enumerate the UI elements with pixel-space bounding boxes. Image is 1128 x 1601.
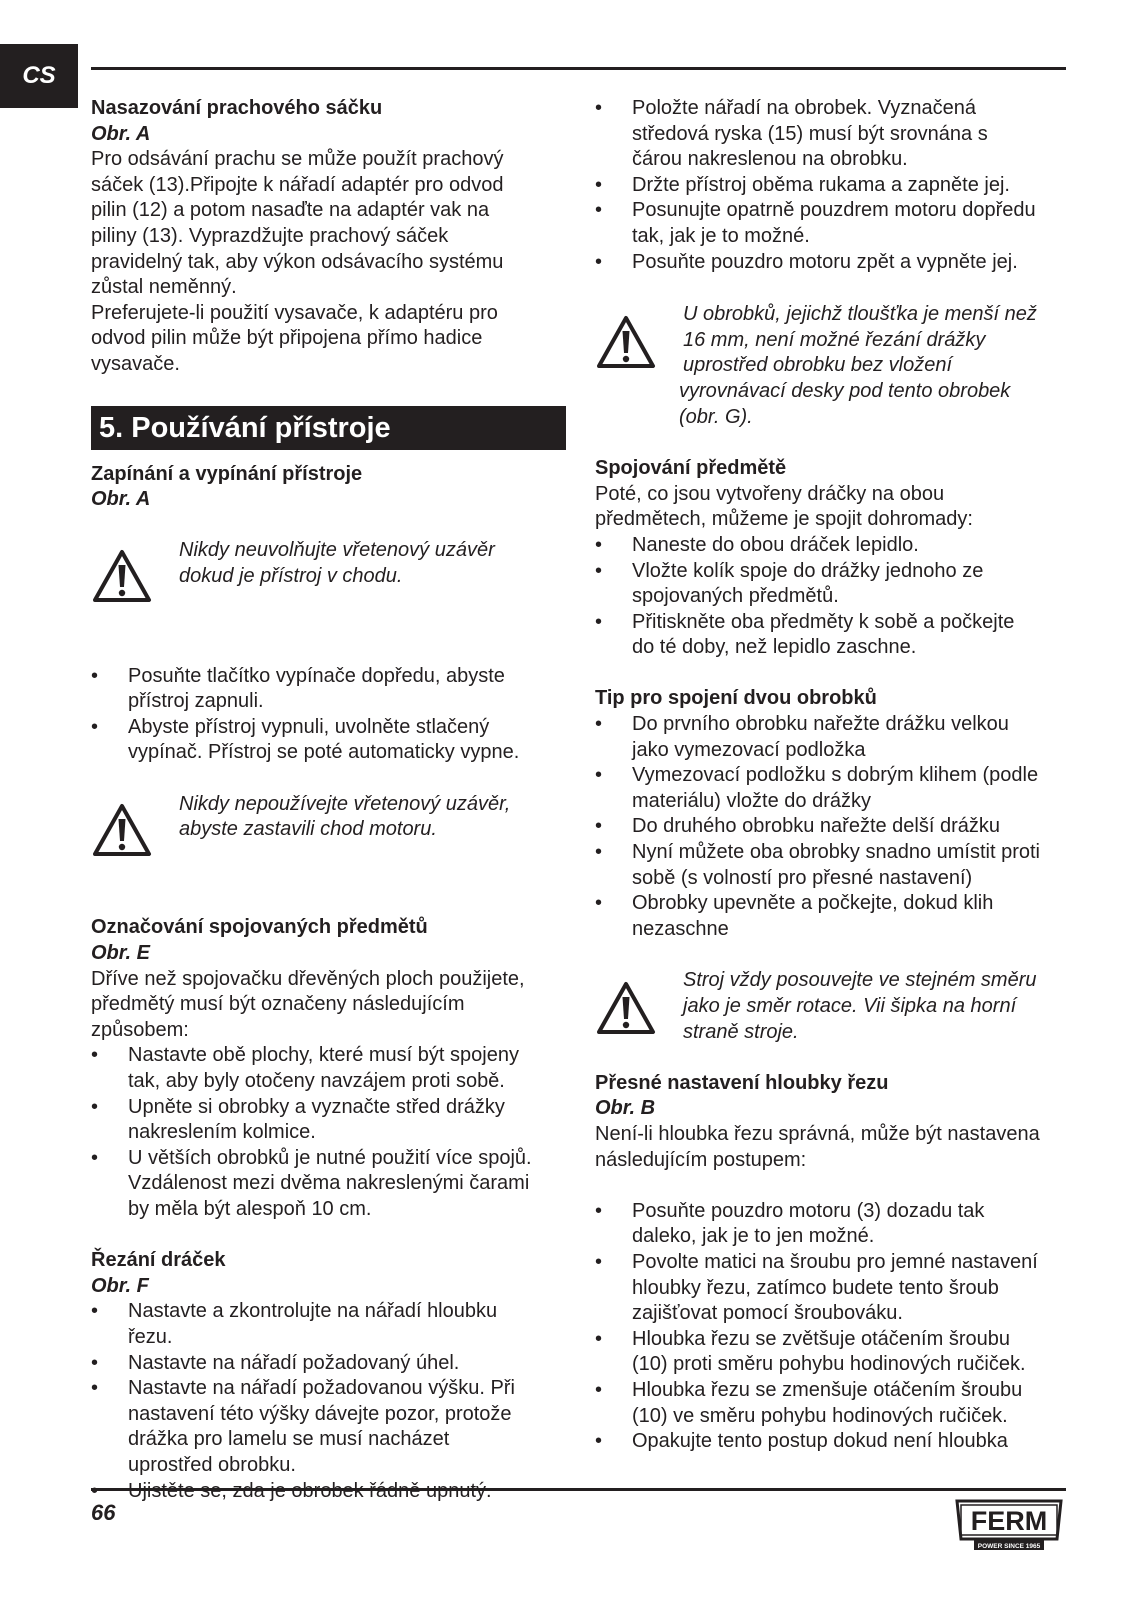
list-item: • Položte nářadí na obrobek. Vyznačená středová ryska (15) musí být srovnána s čárou nakreslenou na obrobku. <box>595 96 1075 173</box>
warning-text-line: Nikdy neuvolňujte vřetenový uzávěr <box>179 539 495 562</box>
dust-bag-figure-ref: Obr. A <box>91 122 151 145</box>
dust-bag-heading: Nasazování prachového sáčku <box>91 97 383 119</box>
list-item: • Nastavte obě plochy, které musí být spojeny tak, aby byly otočeny navzájem proti sobě. <box>91 1043 566 1094</box>
warning-text-line: straně stroje. <box>683 1020 799 1043</box>
on-off-heading: Zapínání a vypínání přístroje <box>91 462 363 485</box>
warning-triangle-icon <box>595 968 683 1044</box>
header-rule <box>91 67 1066 70</box>
text-line: vysavače. <box>91 352 180 375</box>
text-line: piliny (13). Vyprazdžujte prachový sáček <box>91 224 449 247</box>
list-item: • Posuňte pouzdro motoru (3) dozadu tak daleko, jak je to jen možné. <box>595 1199 1075 1250</box>
text-line: odvod pilin může být připojena přímo hadice <box>91 327 483 350</box>
list-item: • Opakujte tento postup dokud není hloubka <box>595 1429 1075 1455</box>
list-item: • Hloubka řezu se zmenšuje otáčením šroubu (10) ve směru pohybu hodinových ručiček. <box>595 1378 1075 1429</box>
warning-block <box>595 968 1075 1045</box>
warning-triangle-icon <box>91 538 179 612</box>
warning-text-line: U obrobků, jejichž tloušťka je menší než <box>683 303 1037 326</box>
left-column <box>91 96 566 1504</box>
list-item: • Vložte kolík spoje do drážky jednoho ze spojovaných předmětů. <box>595 559 1075 610</box>
right-column <box>595 96 1075 1455</box>
text-line: pravidelný tak, aby výkon odsávacího systému <box>91 250 504 273</box>
text-line: Pro odsávání prachu se může použít prachový <box>91 148 504 171</box>
list-item: • Vymezovací podložku s dobrým klihem (podle materiálu) vložte do drážky <box>595 763 1075 814</box>
text-line: Preferujete-li použití vysavače, k adaptéru pro <box>91 301 498 324</box>
list-item: • Posunujte opatrně pouzdrem motoru dopředu tak, jak je to možné. <box>595 198 1075 249</box>
list-item: • Abyste přístroj vypnuli, uvolněte stlačený vypínač. Přístroj se poté automaticky vypne. <box>91 715 566 766</box>
text-line: způsobem: <box>91 1018 189 1041</box>
depth-figure-ref: Obr. B <box>595 1097 656 1120</box>
text-line: sáček (13).Připojte k nářadí adaptér pro odvod <box>91 173 504 196</box>
list-item: • Nastavte na nářadí požadovaný úhel. <box>91 1351 566 1377</box>
list-item: • Držte přístroj oběma rukama a zapněte jej. <box>595 173 1075 199</box>
text-line: následujícím postupem: <box>595 1148 807 1171</box>
text-line: Dříve než spojovačku dřevěných ploch použijete, <box>91 967 525 990</box>
marking-figure-ref: Obr. E <box>91 942 150 965</box>
list-item: • Povolte matici na šroubu pro jemné nastavení hloubky řezu, zatímco budete tento šroub zajišťovat pomocí šroubováku. <box>595 1250 1075 1327</box>
warning-text-line: Nikdy nepoužívejte vřetenový uzávěr, <box>179 792 511 815</box>
operation-bullets <box>595 96 1075 275</box>
list-item: • Hloubka řezu se zvětšuje otáčením šroubu (10) proti směru pohybu hodinových ručiček. <box>595 1327 1075 1378</box>
warning-triangle-icon <box>595 302 683 378</box>
cutting-figure-ref: Obr. F <box>91 1274 149 1297</box>
text-line: Není-li hloubka řezu správná, může být nastavena <box>595 1122 1040 1145</box>
list-item: • Upněte si obrobky a vyznačte střed drážky nakreslením kolmice. <box>91 1095 566 1146</box>
depth-heading: Přesné nastavení hloubky řezu <box>595 1071 889 1094</box>
svg-text:POWER SINCE 1965: POWER SINCE 1965 <box>977 1543 1041 1550</box>
text-line: pilin (12) a potom nasaďte na adaptér vak na <box>91 199 490 222</box>
tip-bullets <box>595 712 1075 942</box>
list-item: • Nastavte a zkontrolujte na nářadí hloubku řezu. <box>91 1299 566 1350</box>
warning-text-line: Stroj vždy posouvejte ve stejném směru <box>683 969 1037 992</box>
marking-bullets <box>91 1043 566 1222</box>
dust-bag-text <box>91 147 566 377</box>
text-line: předmětý musí být označeny následujícím <box>91 993 465 1016</box>
text-line: Poté, co jsou vytvořeny dráčky na obou <box>595 482 945 505</box>
warning-text-line: 16 mm, není možné řezání drážky <box>683 328 986 351</box>
on-off-bullets <box>91 664 566 766</box>
warning-text-line: jako je směr rotace. Vii šipka na horní <box>683 995 1017 1017</box>
list-item <box>91 1479 566 1505</box>
warning-block <box>91 538 566 612</box>
list-item: • Posuňte pouzdro motoru zpět a vypněte jej. <box>595 250 1075 276</box>
language-code: CS <box>22 62 56 89</box>
list-item: • Nyní můžete oba obrobky snadno umístit proti sobě (s volností pro přesné nastavení) <box>595 840 1075 891</box>
cutting-bullets <box>91 1299 566 1504</box>
warning-block <box>91 792 566 866</box>
on-off-figure-ref: Obr. A <box>91 488 151 511</box>
warning-triangle-icon <box>91 792 179 866</box>
joining-heading: Spojování předmětě <box>595 457 787 480</box>
list-item: • Posuňte tlačítko vypínače dopředu, abyste přístroj zapnuli. <box>91 664 566 715</box>
text-line: zůstal neměnný. <box>91 276 237 299</box>
footer-rule <box>91 1488 1066 1491</box>
language-tab <box>0 44 78 108</box>
warning-text-line: (obr. G). <box>679 405 753 428</box>
warning-text-line: vyrovnávací desky pod tento obrobek <box>679 379 1011 402</box>
depth-bullets <box>595 1199 1075 1455</box>
list-item: • Přitiskněte oba předměty k sobě a počkejte do té doby, než lepidlo zaschne. <box>595 610 1075 661</box>
warning-text-line: uprostřed obrobku bez vložení <box>683 354 953 377</box>
warning-text-line: abyste zastavili chod motoru. <box>179 818 437 841</box>
list-item: • U větších obrobků je nutné použití více spojů. Vzdálenost mezi dvěma nakreslenými čarami by měla být alespoň 10 cm. <box>91 1146 566 1223</box>
list-item: • Do prvního obrobku nařežte drážku velkou jako vymezovací podložka <box>595 712 1075 763</box>
ferm-logo <box>952 1498 1066 1552</box>
marking-heading: Označování spojovaných předmětů <box>91 916 428 939</box>
svg-text:FERM: FERM <box>970 1506 1048 1536</box>
page-number: 66 <box>91 1500 116 1525</box>
section-title-banner: 5. Používání přístroje <box>91 406 566 450</box>
list-item: • Naneste do obou dráček lepidlo. <box>595 533 1075 559</box>
warning-block <box>595 302 1075 430</box>
joining-bullets <box>595 533 1075 661</box>
cutting-heading: Řezání dráček <box>91 1249 226 1272</box>
warning-text-line: dokud je přístroj v chodu. <box>179 564 403 587</box>
list-item: • Nastavte na nářadí požadovanou výšku. Při nastavení této výšky dávejte pozor, protože drážka pro lamelu se musí nacházet uprostřed obrobku. <box>91 1376 566 1478</box>
list-item: • Do druhého obrobku nařežte delší drážku <box>595 814 1075 840</box>
list-item: • Obrobky upevněte a počkejte, dokud klih nezaschne <box>595 891 1075 942</box>
text-line: předmětech, můžeme je spojit dohromady: <box>595 508 973 531</box>
tip-heading: Tip pro spojení dvou obrobků <box>595 687 877 710</box>
